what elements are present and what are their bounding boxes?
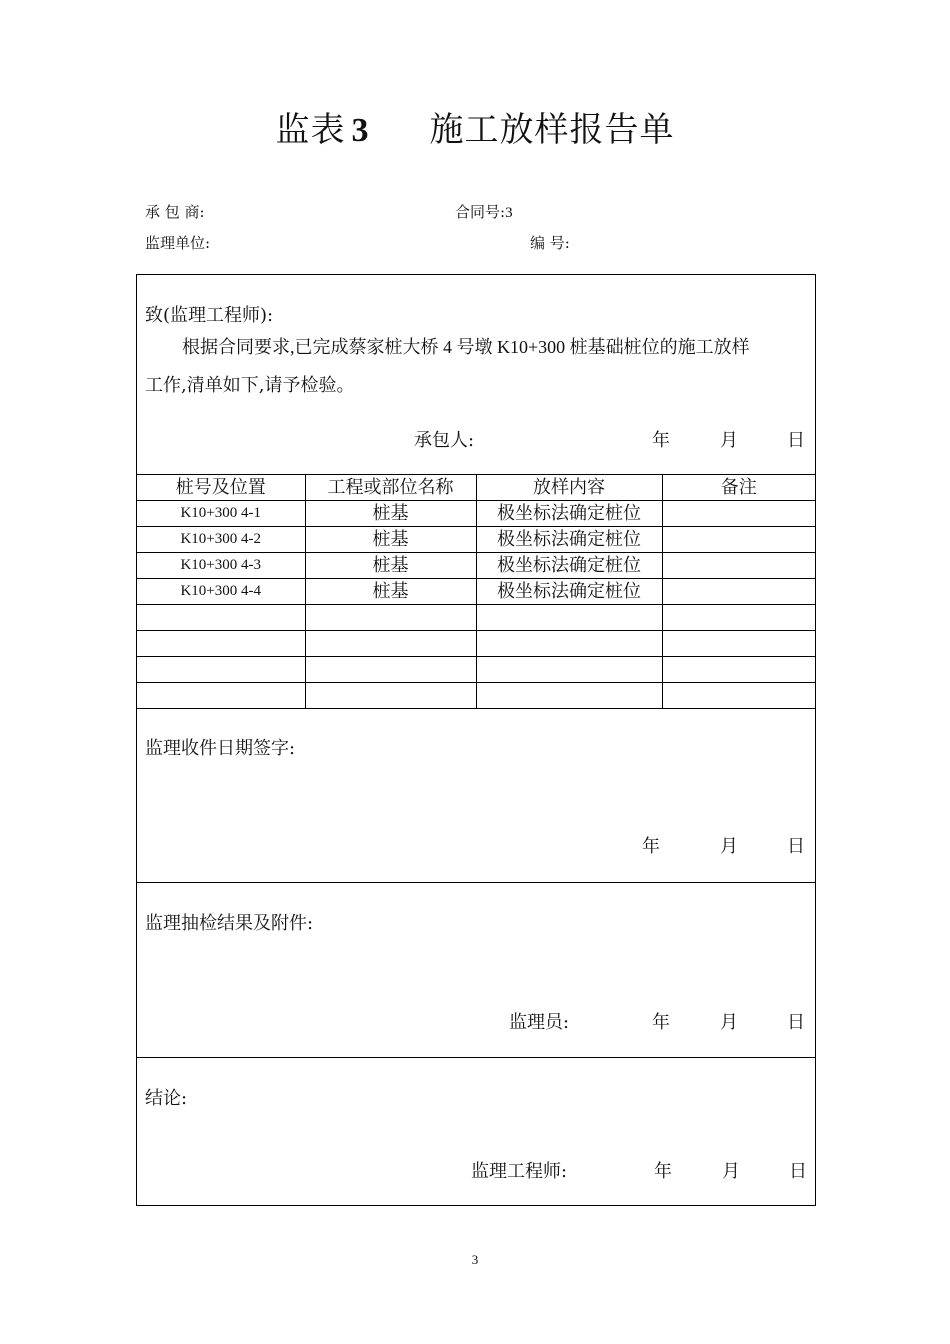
table-cell [662,527,815,553]
date-year: 年 [642,836,660,857]
table-cell [662,553,815,579]
addressee-line: 致(监理工程师): [145,305,274,326]
table-row [137,683,815,709]
request-section [137,275,815,474]
serial-number-label: 编 号: [530,234,570,252]
date-month: 月 [722,1161,740,1182]
table-cell: 桩基 [305,501,476,527]
table-cell [662,631,815,657]
table-row [137,631,815,657]
date-year: 年 [654,1161,672,1182]
inspection-section [137,883,815,1058]
table-row [137,553,815,579]
table-header-row [137,475,815,501]
header-work-item: 工程或部位名称 [305,475,476,501]
table-cell [305,631,476,657]
date-year: 年 [652,430,670,451]
table-cell [476,605,662,631]
table-cell: K10+300 4-2 [137,527,305,553]
receipt-label: 监理收件日期签字: [145,738,296,759]
table-cell [662,605,815,631]
conclusion-label: 结论: [145,1088,188,1109]
table-cell [137,631,305,657]
table-cell: 桩基 [305,553,476,579]
table-row [137,527,815,553]
supervisor-unit-label: 监理单位: [145,234,211,252]
date-month: 月 [720,1012,738,1033]
table-cell: K10+300 4-4 [137,579,305,605]
table-cell: 桩基 [305,527,476,553]
table-cell [137,683,305,709]
date-day: 日 [789,1161,807,1182]
table-row [137,605,815,631]
table-cell [662,683,815,709]
table-cell: 极坐标法确定桩位 [476,527,662,553]
table-cell [662,579,815,605]
date-day: 日 [787,430,805,451]
date-month: 月 [720,836,738,857]
table-cell [476,631,662,657]
table-cell [662,657,815,683]
table-cell [662,501,815,527]
table-cell: 桩基 [305,579,476,605]
table-cell [476,657,662,683]
receipt-section [137,707,815,883]
date-day: 日 [787,836,805,857]
page-title [0,102,950,151]
inspection-label: 监理抽检结果及附件: [145,913,314,934]
date-day: 日 [787,1012,805,1033]
table-row [137,579,815,605]
date-year: 年 [652,1012,670,1033]
conclusion-section [137,1058,815,1206]
table-cell: 极坐标法确定桩位 [476,579,662,605]
table-cell: K10+300 4-3 [137,553,305,579]
table-cell: K10+300 4-1 [137,501,305,527]
header-pile-position: 桩号及位置 [137,475,305,501]
table-row [137,657,815,683]
table-cell: 极坐标法确定桩位 [476,553,662,579]
header-remarks: 备注 [662,475,815,501]
table-cell [137,657,305,683]
inspector-signature-label: 监理员: [509,1012,570,1033]
date-month: 月 [720,430,738,451]
stakeout-table [137,474,815,709]
contractor-signature-label: 承包人: [414,430,475,451]
form-title: 施工放样报告单 [429,110,675,150]
table-cell [476,683,662,709]
table-row [137,501,815,527]
header-stakeout-content: 放样内容 [476,475,662,501]
table-cell [305,683,476,709]
report-form [136,274,816,1206]
contract-number: 合同号:3 [455,203,513,221]
page-number: 3 [471,1252,479,1267]
engineer-signature-label: 监理工程师: [471,1161,568,1182]
contractor-label: 承 包 商: [145,203,205,221]
form-code: 监表 3 [275,110,370,150]
request-body-line1: 根据合同要求,已完成蔡家桩大桥 4 号墩 K10+300 桩基础桩位的施工放样 [182,337,750,357]
table-cell [305,657,476,683]
table-cell [305,605,476,631]
table-cell [137,605,305,631]
table-cell: 极坐标法确定桩位 [476,501,662,527]
request-body-line2: 工作,清单如下,请予检验。 [145,375,355,396]
